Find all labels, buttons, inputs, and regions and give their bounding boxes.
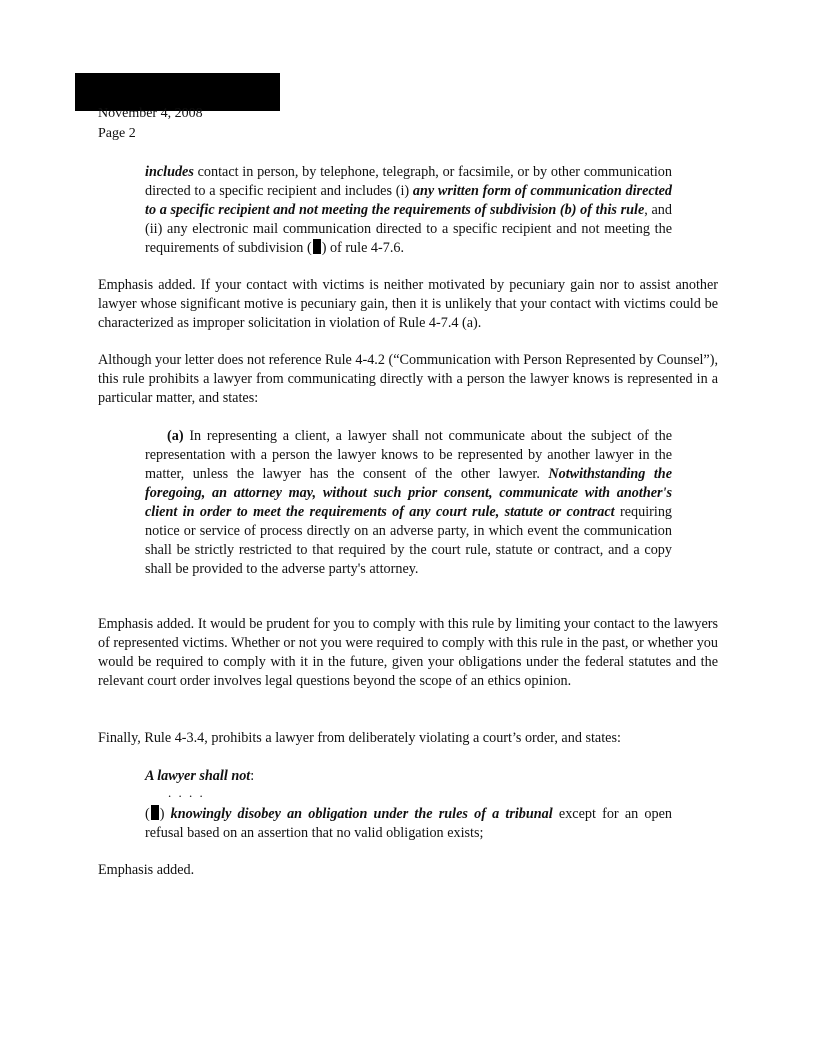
quote-text: except for an open refusal based on an assertion that no valid obligation exists; bbox=[145, 806, 672, 841]
quoted-rule-lead bbox=[145, 767, 672, 786]
subsection-label: (a) bbox=[167, 428, 184, 444]
quote-emphasis: knowingly disobey an obligation under the rules of a tribunal bbox=[164, 806, 553, 822]
paragraph-rule-4-4-2: Although your letter does not reference Rule 4-4.2 (“Communication with Person Represented by Counsel”), this rule prohibits a lawyer from communicating directly with a person the lawyer knows is represented in a particular matter, and states: bbox=[98, 352, 718, 406]
quote-text: ) bbox=[159, 806, 165, 822]
paragraph-rule-4-3-4: Finally, Rule 4-3.4, prohibits a lawyer from deliberately violating a court’s order, and states: bbox=[98, 730, 621, 746]
paragraph-emphasis-final: Emphasis added. bbox=[98, 862, 195, 878]
quote-emphasis: Notwithstanding the foregoing, an attorney may, without such prior consent, communicate with another's client in order to meet the requirements of any court rule, statute or contract bbox=[145, 466, 672, 520]
quote-text: , and (ii) any electronic mail communication directed to a specific recipient and not meeting the requirements of subdivision ( bbox=[145, 202, 672, 256]
quote-emphasis: A lawyer shall not bbox=[145, 768, 251, 784]
page-number: Page 2 bbox=[98, 126, 136, 141]
quote-text: ) of rule 4-7.6. bbox=[321, 240, 405, 256]
paragraph-emphasis-solicitation: Emphasis added. If your contact with victims is neither motivated by pecuniary gain nor to assist another lawyer whose significant motive is pecuniary gain, then it is unlikely that your contact with victims could be characterized as improper solicitation in violation of Rule 4-7.4 (a). bbox=[98, 277, 718, 331]
quoted-rule-communication bbox=[145, 427, 672, 579]
quote-text: contact in person, by telephone, telegraph, or facsimile, or by other communication directed to a specific recipient and includes (i) bbox=[145, 164, 672, 199]
redaction-mark bbox=[313, 239, 321, 254]
quoted-rule-solicitation bbox=[145, 163, 672, 258]
quote-text: In representing a client, a lawyer shall not communicate about the subject of the representation with a person the lawyer knows to be represented by another lawyer in the matter, unless the lawyer has the consent of the other lawyer. bbox=[145, 428, 672, 482]
redaction-mark bbox=[151, 805, 159, 820]
paragraph-prudent-compliance: Emphasis added. It would be prudent for you to comply with this rule by limiting your contact to the lawyers of represented victims. Whether or not you were required to comply with this rule in the past, or whether you would be required to comply with it in the future, given your obligations under the federal statutes and the relevant court order involves legal questions beyond the scope of an ethics opinion. bbox=[98, 616, 718, 689]
quote-text: ( bbox=[145, 806, 150, 822]
quote-emphasis: includes bbox=[145, 164, 194, 180]
quote-text: : bbox=[250, 768, 255, 784]
quoted-rule-tribunal bbox=[145, 805, 672, 843]
quote-text: requiring notice or service of process directly on an adverse party, in which event the communication shall be strictly restricted to that required by the court rule, statute or contract, and a copy shall be provided to the adverse party's attorney. bbox=[145, 504, 673, 577]
quote-emphasis: any written form of communication directed to a specific recipient and not meeting the requirements of subdivision (b) of this rule bbox=[145, 183, 672, 218]
ellipsis: . . . . bbox=[168, 785, 205, 800]
letter-date: November 4, 2008 bbox=[98, 106, 203, 121]
